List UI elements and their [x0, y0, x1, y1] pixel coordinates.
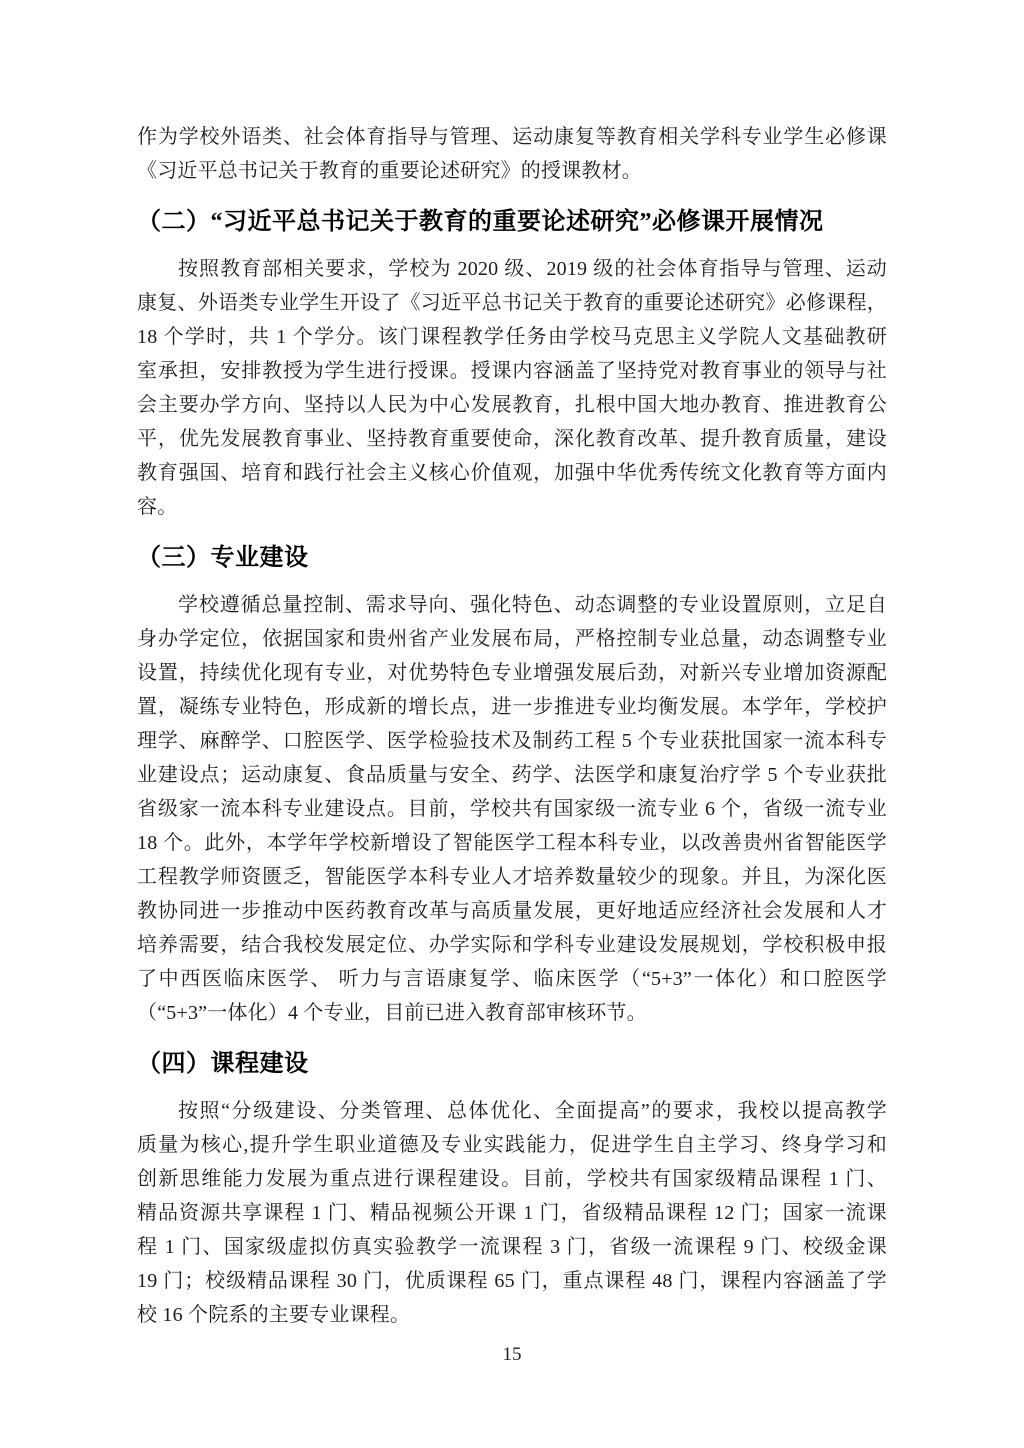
- paragraph-line: 创新思维能力发展为重点进行课程建设。目前，学校共有国家级精品课程 1 门、: [137, 1168, 887, 1190]
- paragraph-line: 康复、外语类专业学生开设了《习近平总书记关于教育的重要论述研究》必修课程，: [137, 292, 887, 314]
- paragraph-line: 置，凝练专业特色，形成新的增长点，进一步推进专业均衡发展。本学年，学校护: [137, 696, 887, 718]
- paragraph-line: 省级家一流本科专业建设点。目前，学校共有国家级一流专业 6 个，省级一流专业: [137, 798, 887, 820]
- paragraph-line: 容。: [137, 496, 178, 518]
- paragraph-course-construction: [137, 1094, 887, 1332]
- paragraph-line: 培养需要，结合我校发展定位、办学实际和学科专业建设发展规划，学校积极申报: [137, 934, 887, 956]
- paragraph-line: 平，优先发展教育事业、坚持教育重要使命，深化教育改革、提升教育质量，建设: [137, 428, 887, 450]
- paragraph-line: 身办学定位，依据国家和贵州省产业发展布局，严格控制专业总量，动态调整专业: [137, 628, 887, 650]
- heading-section-4: （四）课程建设: [137, 1051, 309, 1077]
- paragraph-line: 作为学校外语类、社会体育指导与管理、运动康复等教育相关学科专业学生必修课: [137, 126, 887, 148]
- paragraph-major-construction: [137, 588, 887, 1030]
- paragraph-line: 《习近平总书记关于教育的重要论述研究》的授课教材。: [137, 160, 642, 182]
- paragraph-line: 工程教学师资匮乏，智能医学本科专业人才培养数量较少的现象。并且，为深化医: [137, 866, 887, 888]
- paragraph-line: 设置，持续优化现有专业，对优势特色专业增强发展后劲，对新兴专业增加资源配: [137, 662, 887, 684]
- paragraph-line: 按照教育部相关要求，学校为 2020 级、2019 级的社会体育指导与管理、运动: [178, 258, 887, 280]
- paragraph-line: 校 16 个院系的主要专业课程。: [137, 1304, 411, 1326]
- paragraph-line: 会主要办学方向、坚持以人民为中心发展教育，扎根中国大地办教育、推进教育公: [137, 394, 887, 416]
- heading-section-3: （三）专业建设: [137, 545, 309, 571]
- paragraph-line: （“5+3”一体化）4 个专业，目前已进入教育部审核环节。: [137, 1002, 647, 1024]
- paragraph-line: 学校遵循总量控制、需求导向、强化特色、动态调整的专业设置原则，立足自: [178, 594, 887, 616]
- paragraph-line: 18 个。此外，本学年学校新增设了智能医学工程本科专业，以改善贵州省智能医学: [137, 832, 887, 854]
- heading-section-2: （二）“习近平总书记关于教育的重要论述研究”必修课开展情况: [137, 209, 824, 235]
- document-body: [137, 120, 887, 1332]
- paragraph-line: 了中西医临床医学、 听力与言语康复学、临床医学（“5+3”一体化）和口腔医学: [137, 968, 887, 990]
- paragraph-line: 室承担，安排教授为学生进行授课。授课内容涵盖了坚持党对教育事业的领导与社: [137, 360, 887, 382]
- paragraph-line: 业建设点；运动康复、食品质量与安全、药学、法医学和康复治疗学 5 个专业获批: [137, 764, 887, 786]
- page-footer: [137, 1344, 887, 1366]
- paragraph-line: 质量为核心,提升学生职业道德及专业实践能力，促进学生自主学习、终身学习和: [137, 1134, 887, 1156]
- paragraph-line: 19 门；校级精品课程 30 门，优质课程 65 门，重点课程 48 门，课程内容涵盖了学: [137, 1270, 887, 1292]
- paragraph-line: 教育强国、培育和践行社会主义核心价值观，加强中华优秀传统文化教育等方面内: [137, 462, 887, 484]
- paragraph-line: 程 1 门、国家级虚拟仿真实验教学一流课程 3 门，省级一流课程 9 门、校级金课: [137, 1236, 887, 1258]
- paragraph-line: 18 个学时，共 1 个学分。该门课程教学任务由学校马克思主义学院人文基础教研: [137, 326, 887, 348]
- paragraph-teaching-material-continuation: [137, 120, 887, 188]
- paragraph-line: 教协同进一步推动中医药教育改革与高质量发展，更好地适应经济社会发展和人才: [137, 900, 887, 922]
- paragraph-line: 按照“分级建设、分类管理、总体优化、全面提高”的要求，我校以提高教学: [178, 1100, 887, 1122]
- paragraph-required-course: [137, 252, 887, 524]
- paragraph-line: 理学、麻醉学、口腔医学、医学检验技术及制药工程 5 个专业获批国家一流本科专: [137, 730, 887, 752]
- page-number: 15: [502, 1344, 522, 1365]
- paragraph-line: 精品资源共享课程 1 门、精品视频公开课 1 门，省级精品课程 12 门；国家一流课: [137, 1202, 887, 1224]
